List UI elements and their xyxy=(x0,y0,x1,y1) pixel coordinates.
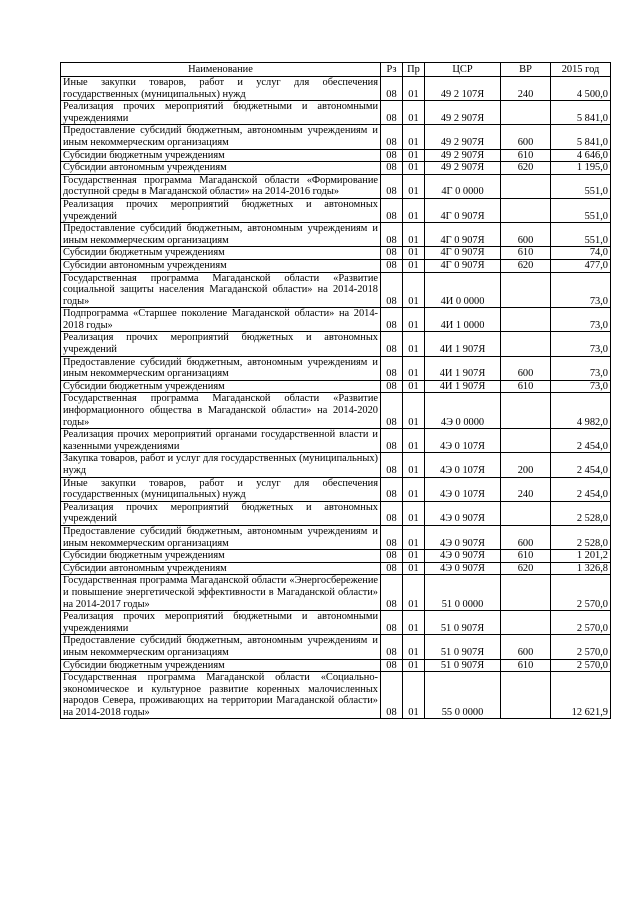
table-row xyxy=(61,149,611,162)
row-pr: 01 xyxy=(403,525,425,549)
row-rz: 08 xyxy=(381,672,403,719)
row-amount: 73,0 xyxy=(551,332,611,356)
table-body xyxy=(61,77,611,719)
row-rz: 08 xyxy=(381,380,403,393)
row-csr: 51 0 907Я xyxy=(425,611,501,635)
row-rz: 08 xyxy=(381,501,403,525)
row-rz: 08 xyxy=(381,308,403,332)
table-row xyxy=(61,562,611,575)
table-row xyxy=(61,272,611,308)
row-rz: 08 xyxy=(381,272,403,308)
header-vr: ВР xyxy=(501,63,551,77)
row-pr: 01 xyxy=(403,356,425,380)
table-row xyxy=(61,332,611,356)
row-csr: 4И 1 907Я xyxy=(425,356,501,380)
row-vr: 610 xyxy=(501,659,551,672)
header-year: 2015 год xyxy=(551,63,611,77)
row-vr xyxy=(501,611,551,635)
row-vr: 610 xyxy=(501,149,551,162)
row-rz: 08 xyxy=(381,162,403,175)
row-pr: 01 xyxy=(403,611,425,635)
row-pr: 01 xyxy=(403,272,425,308)
row-pr: 01 xyxy=(403,562,425,575)
row-rz: 08 xyxy=(381,429,403,453)
row-pr: 01 xyxy=(403,174,425,198)
row-csr: 4Э 0 907Я xyxy=(425,550,501,563)
table-row xyxy=(61,308,611,332)
table-row xyxy=(61,659,611,672)
header-row xyxy=(61,63,611,77)
row-pr: 01 xyxy=(403,259,425,272)
row-csr: 4И 1 0000 xyxy=(425,308,501,332)
row-rz: 08 xyxy=(381,174,403,198)
row-amount: 1 326,8 xyxy=(551,562,611,575)
row-name: Предоставление субсидий бюджетным, автономным учреждениям и иным некоммерческим организациям xyxy=(61,356,381,380)
row-name: Реализация прочих мероприятий бюджетными и автономными учреждениями xyxy=(61,611,381,635)
row-amount: 12 621,9 xyxy=(551,672,611,719)
row-vr: 610 xyxy=(501,550,551,563)
row-vr xyxy=(501,101,551,125)
row-amount: 4 982,0 xyxy=(551,393,611,429)
row-rz: 08 xyxy=(381,575,403,611)
row-csr: 55 0 0000 xyxy=(425,672,501,719)
row-csr: 4Э 0 107Я xyxy=(425,477,501,501)
row-pr: 01 xyxy=(403,575,425,611)
row-rz: 08 xyxy=(381,125,403,149)
row-amount: 73,0 xyxy=(551,308,611,332)
row-amount: 2 454,0 xyxy=(551,429,611,453)
row-pr: 01 xyxy=(403,477,425,501)
row-name: Предоставление субсидий бюджетным, автономным учреждениям и иным некоммерческим организациям xyxy=(61,635,381,659)
row-vr xyxy=(501,429,551,453)
row-amount: 74,0 xyxy=(551,247,611,260)
table-row xyxy=(61,259,611,272)
row-vr xyxy=(501,308,551,332)
table-row xyxy=(61,575,611,611)
row-vr: 620 xyxy=(501,562,551,575)
table-row xyxy=(61,198,611,222)
row-csr: 4Г 0 907Я xyxy=(425,247,501,260)
row-csr: 4И 0 0000 xyxy=(425,272,501,308)
row-vr xyxy=(501,332,551,356)
row-pr: 01 xyxy=(403,380,425,393)
row-amount: 2 570,0 xyxy=(551,635,611,659)
row-rz: 08 xyxy=(381,356,403,380)
row-vr: 600 xyxy=(501,125,551,149)
row-name: Предоставление субсидий бюджетным, автономным учреждениям и иным некоммерческим организациям xyxy=(61,223,381,247)
row-pr: 01 xyxy=(403,429,425,453)
header-pr: Пр xyxy=(403,63,425,77)
row-csr: 51 0 0000 xyxy=(425,575,501,611)
row-amount: 73,0 xyxy=(551,356,611,380)
row-vr xyxy=(501,672,551,719)
row-vr xyxy=(501,272,551,308)
row-name: Иные закупки товаров, работ и услуг для обеспечения государственных (муниципальных) нужд xyxy=(61,477,381,501)
table-row xyxy=(61,101,611,125)
row-name: Иные закупки товаров, работ и услуг для обеспечения государственных (муниципальных) нужд xyxy=(61,77,381,101)
row-amount: 1 195,0 xyxy=(551,162,611,175)
row-rz: 08 xyxy=(381,550,403,563)
row-name: Субсидии бюджетным учреждениям xyxy=(61,659,381,672)
budget-table xyxy=(60,62,611,719)
row-csr: 49 2 907Я xyxy=(425,162,501,175)
row-name: Субсидии бюджетным учреждениям xyxy=(61,550,381,563)
row-amount: 5 841,0 xyxy=(551,101,611,125)
row-vr: 620 xyxy=(501,162,551,175)
row-csr: 4Э 0 907Я xyxy=(425,525,501,549)
table-row xyxy=(61,380,611,393)
table-row xyxy=(61,162,611,175)
table-row xyxy=(61,501,611,525)
row-pr: 01 xyxy=(403,501,425,525)
row-pr: 01 xyxy=(403,223,425,247)
table-header xyxy=(61,63,611,77)
row-csr: 4Г 0 0000 xyxy=(425,174,501,198)
row-pr: 01 xyxy=(403,247,425,260)
row-name: Реализация прочих мероприятий органами государственной власти и казенными учреждениями xyxy=(61,429,381,453)
row-csr: 4И 1 907Я xyxy=(425,332,501,356)
row-amount: 551,0 xyxy=(551,198,611,222)
row-name: Государственная программа Магаданской области «Формирование доступной среды в Магаданской области» на 2014-2016 годы» xyxy=(61,174,381,198)
row-csr: 4Э 0 907Я xyxy=(425,501,501,525)
table-row xyxy=(61,635,611,659)
row-amount: 551,0 xyxy=(551,223,611,247)
row-pr: 01 xyxy=(403,101,425,125)
row-pr: 01 xyxy=(403,198,425,222)
row-name: Реализация прочих мероприятий бюджетными и автономными учреждениями xyxy=(61,101,381,125)
row-name: Субсидии бюджетным учреждениям xyxy=(61,380,381,393)
row-amount: 477,0 xyxy=(551,259,611,272)
table-row xyxy=(61,611,611,635)
row-rz: 08 xyxy=(381,393,403,429)
row-name: Реализация прочих мероприятий бюджетных и автономных учреждений xyxy=(61,501,381,525)
row-rz: 08 xyxy=(381,101,403,125)
row-vr xyxy=(501,174,551,198)
row-rz: 08 xyxy=(381,611,403,635)
row-amount: 73,0 xyxy=(551,272,611,308)
row-name: Государственная программа Магаданской области «Социально-экономическое и культурное развитие коренных малочисленных народов Севера, проживающих на территории Магаданской области» на 2014-2018 годы» xyxy=(61,672,381,719)
row-amount: 551,0 xyxy=(551,174,611,198)
row-vr: 620 xyxy=(501,259,551,272)
row-amount: 2 454,0 xyxy=(551,477,611,501)
row-name: Субсидии бюджетным учреждениям xyxy=(61,149,381,162)
row-csr: 4Г 0 907Я xyxy=(425,259,501,272)
row-pr: 01 xyxy=(403,125,425,149)
table-row xyxy=(61,125,611,149)
row-pr: 01 xyxy=(403,149,425,162)
row-pr: 01 xyxy=(403,162,425,175)
row-csr: 4Э 0 0000 xyxy=(425,393,501,429)
row-vr: 610 xyxy=(501,380,551,393)
row-amount: 2 528,0 xyxy=(551,501,611,525)
row-vr xyxy=(501,501,551,525)
row-csr: 4И 1 907Я xyxy=(425,380,501,393)
header-csr: ЦСР xyxy=(425,63,501,77)
row-vr: 600 xyxy=(501,525,551,549)
table-row xyxy=(61,672,611,719)
row-csr: 49 2 107Я xyxy=(425,77,501,101)
row-vr xyxy=(501,575,551,611)
row-name: Государственная программа Магаданской области «Развитие информационного общества в Магаданской области» на 2014-2020 годы» xyxy=(61,393,381,429)
row-rz: 08 xyxy=(381,525,403,549)
row-rz: 08 xyxy=(381,635,403,659)
row-csr: 4Э 0 907Я xyxy=(425,562,501,575)
row-pr: 01 xyxy=(403,635,425,659)
row-rz: 08 xyxy=(381,198,403,222)
row-name: Реализация прочих мероприятий бюджетных и автономных учреждений xyxy=(61,332,381,356)
table-row xyxy=(61,477,611,501)
row-csr: 4Г 0 907Я xyxy=(425,223,501,247)
row-amount: 4 646,0 xyxy=(551,149,611,162)
row-rz: 08 xyxy=(381,247,403,260)
row-name: Субсидии бюджетным учреждениям xyxy=(61,247,381,260)
table-row xyxy=(61,453,611,477)
row-vr: 240 xyxy=(501,477,551,501)
table-row xyxy=(61,223,611,247)
row-rz: 08 xyxy=(381,453,403,477)
table-row xyxy=(61,77,611,101)
row-rz: 08 xyxy=(381,477,403,501)
row-vr xyxy=(501,198,551,222)
row-rz: 08 xyxy=(381,77,403,101)
table-row xyxy=(61,174,611,198)
row-rz: 08 xyxy=(381,223,403,247)
row-rz: 08 xyxy=(381,562,403,575)
row-pr: 01 xyxy=(403,659,425,672)
row-amount: 2 570,0 xyxy=(551,575,611,611)
row-rz: 08 xyxy=(381,259,403,272)
row-csr: 49 2 907Я xyxy=(425,149,501,162)
row-name: Субсидии автономным учреждениям xyxy=(61,162,381,175)
row-vr: 600 xyxy=(501,223,551,247)
table-row xyxy=(61,356,611,380)
row-vr xyxy=(501,393,551,429)
row-name: Закупка товаров, работ и услуг для государственных (муниципальных) нужд xyxy=(61,453,381,477)
row-pr: 01 xyxy=(403,550,425,563)
row-name: Предоставление субсидий бюджетным, автономным учреждениям и иным некоммерческим организациям xyxy=(61,525,381,549)
row-amount: 2 454,0 xyxy=(551,453,611,477)
row-amount: 4 500,0 xyxy=(551,77,611,101)
row-name: Субсидии автономным учреждениям xyxy=(61,259,381,272)
row-pr: 01 xyxy=(403,77,425,101)
header-name: Наименование xyxy=(61,63,381,77)
row-amount: 73,0 xyxy=(551,380,611,393)
row-pr: 01 xyxy=(403,393,425,429)
row-pr: 01 xyxy=(403,672,425,719)
table-row xyxy=(61,247,611,260)
row-csr: 49 2 907Я xyxy=(425,101,501,125)
row-name: Государственная программа Магаданской области «Развитие социальной защиты населения Магаданской области» на 2014-2018 годы» xyxy=(61,272,381,308)
row-rz: 08 xyxy=(381,149,403,162)
table-row xyxy=(61,429,611,453)
row-name: Реализация прочих мероприятий бюджетных и автономных учреждений xyxy=(61,198,381,222)
row-rz: 08 xyxy=(381,332,403,356)
row-amount: 2 570,0 xyxy=(551,611,611,635)
row-amount: 2 570,0 xyxy=(551,659,611,672)
row-csr: 4Г 0 907Я xyxy=(425,198,501,222)
row-name: Подпрограмма «Старшее поколение Магаданской области» на 2014-2018 годы» xyxy=(61,308,381,332)
row-csr: 51 0 907Я xyxy=(425,635,501,659)
row-csr: 49 2 907Я xyxy=(425,125,501,149)
row-amount: 5 841,0 xyxy=(551,125,611,149)
row-vr: 610 xyxy=(501,247,551,260)
row-pr: 01 xyxy=(403,332,425,356)
row-vr: 600 xyxy=(501,356,551,380)
row-csr: 4Э 0 107Я xyxy=(425,429,501,453)
row-rz: 08 xyxy=(381,659,403,672)
row-vr: 600 xyxy=(501,635,551,659)
header-rz: Рз xyxy=(381,63,403,77)
row-name: Предоставление субсидий бюджетным, автономным учреждениям и иным некоммерческим организациям xyxy=(61,125,381,149)
table-row xyxy=(61,525,611,549)
row-name: Субсидии автономным учреждениям xyxy=(61,562,381,575)
row-csr: 4Э 0 107Я xyxy=(425,453,501,477)
row-pr: 01 xyxy=(403,308,425,332)
row-vr: 240 xyxy=(501,77,551,101)
row-amount: 1 201,2 xyxy=(551,550,611,563)
row-csr: 51 0 907Я xyxy=(425,659,501,672)
table-row xyxy=(61,550,611,563)
row-vr: 200 xyxy=(501,453,551,477)
row-amount: 2 528,0 xyxy=(551,525,611,549)
row-name: Государственная программа Магаданской области «Энергосбережение и повышение энергетической эффективности в Магаданской области» на 2014-2017 годы» xyxy=(61,575,381,611)
row-pr: 01 xyxy=(403,453,425,477)
table-row xyxy=(61,393,611,429)
